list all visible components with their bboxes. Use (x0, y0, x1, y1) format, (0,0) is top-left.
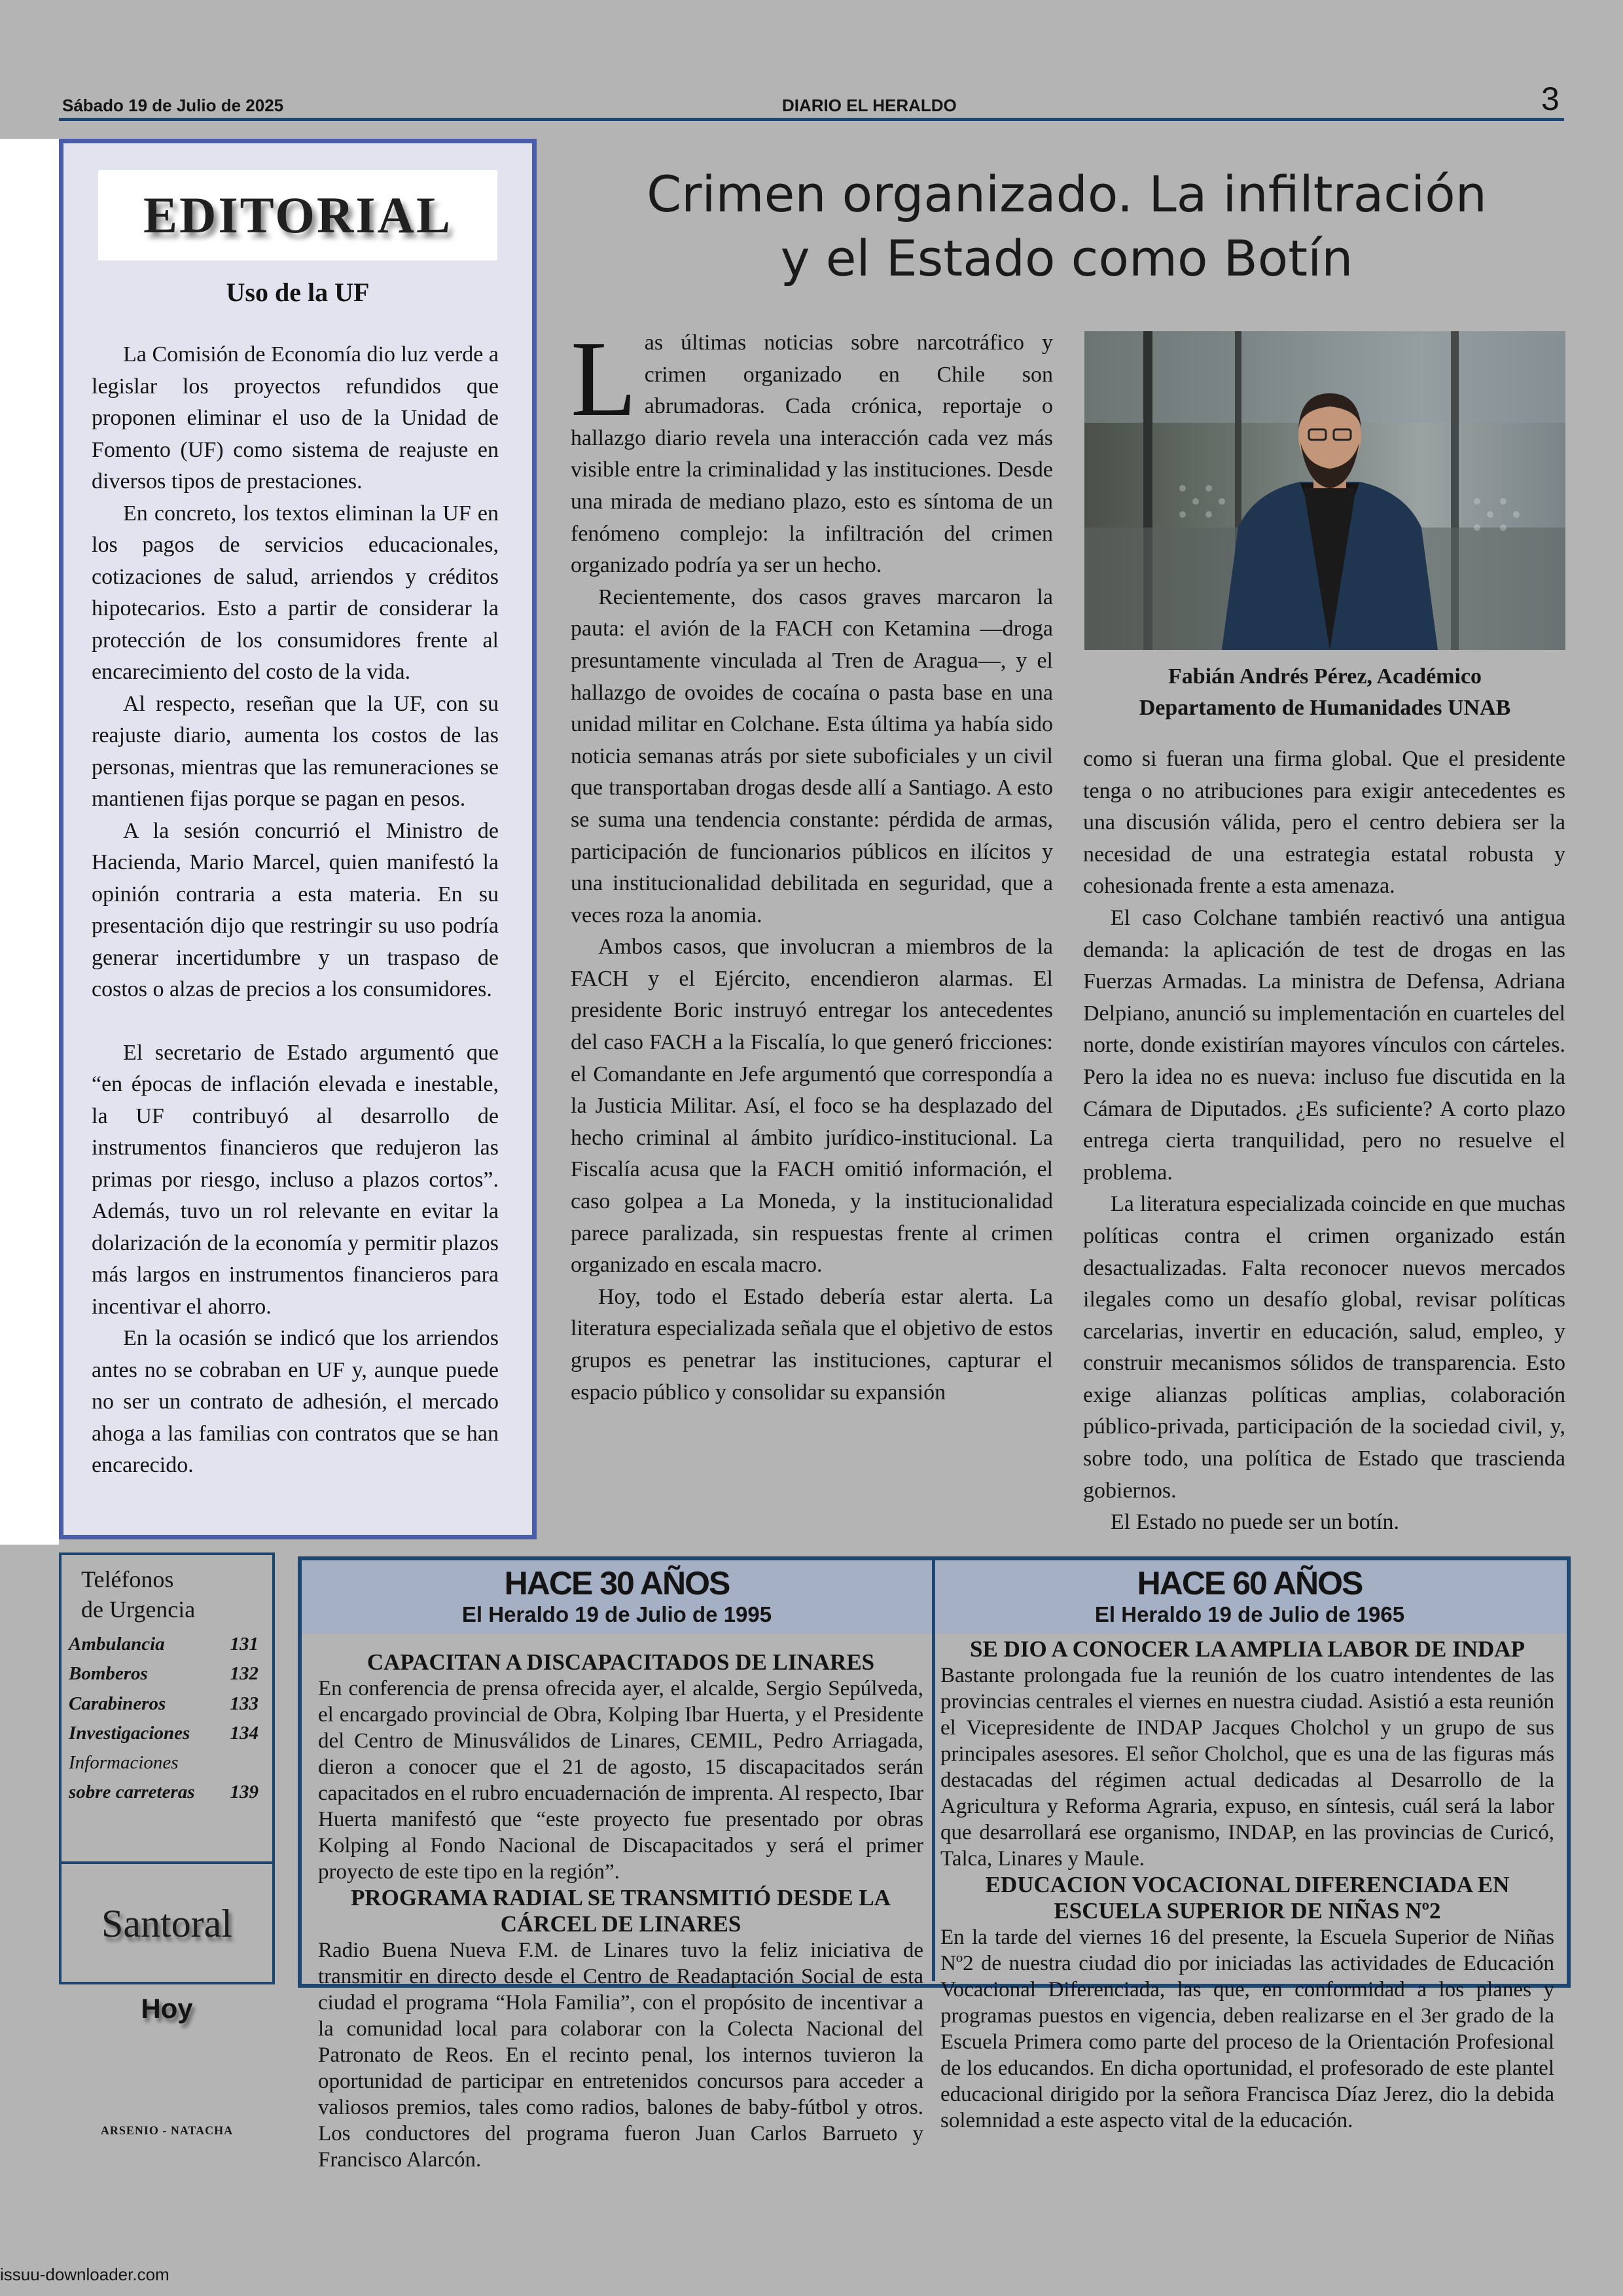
editorial-paragraph: Al respecto, reseñan que la UF, con su reajuste diario, aumenta los costos de las personas, mientras que las remuneraciones se mantienen fijas porque se pagan en pesos. (92, 691, 499, 811)
photo-caption (1084, 661, 1565, 724)
page-number: 3 (1541, 81, 1560, 117)
headline-line-1: Crimen organizado. La infiltración (647, 165, 1487, 223)
headline-line-2: y el Estado como Botín (780, 229, 1353, 287)
editorial-body (92, 339, 499, 1482)
hace60-heading-2: EDUCACION VOCACIONAL DIFERENCIADA EN ESCUELA SUPERIOR DE NIÑAS Nº2 (985, 1872, 1510, 1924)
hace30-heading-1: CAPACITAN A DISCAPACITADOS DE LINARES (366, 1649, 875, 1675)
caption-line-1: Fabián Andrés Pérez, Académico (1168, 664, 1482, 689)
phone-service: sobre carreteras (69, 1782, 195, 1803)
hace30-heading-2: PROGRAMA RADIAL SE TRANSMITIÓ DESDE LA CÁRCEL DE LINARES (351, 1885, 891, 1937)
phone-service: Informaciones (69, 1752, 179, 1774)
caption-line-2: Departamento de Humanidades UNAB (1139, 696, 1511, 720)
drop-cap: L (571, 327, 637, 439)
phone-number: 139 (230, 1782, 259, 1803)
hace60-paragraph-1: Bastante prolongada fue la reunión de los cuatro intendentes de las provincias centrales el viernes en nuestra ciudad. Asistió a esta reunión el Vicepresidente de INDAP Jacques Cholchol y un grupo de sus principales asesores. El señor Cholchol, que es una de las figuras más destacadas del régimen actual dedicadas al Desarrollo de la Agricultura y Reforma Agraria, expuso, en síntesis, cuál será la labor que desarrollará ese organismo, INDAP, en las provincias de Curicó, Talca, Linares y Maule. (940, 1664, 1554, 1871)
hace30-title: HACE 30 AÑOS (504, 1565, 730, 1602)
phone-row (69, 1748, 259, 1778)
newspaper-name: DIARIO EL HERALDO (782, 96, 957, 115)
editorial-paragraph: A la sesión concurrió el Ministro de Hacienda, Mario Marcel, quien manifestó la opinión contraria a esta materia. En su presentación dijo que restringir su uso podría generar incertidumbre y un traspaso de costos o alzas de precios a los consumidores. (92, 818, 499, 1001)
article-paragraph: como si fueran una firma global. Que el presidente tenga o no atribuciones para exigir antecedentes es una discusión válida, pero el centro debiera ser la necesidad de una estrategia estatal robusta y cohesionada frente a esta amenaza. (1083, 747, 1565, 899)
article-paragraph: Hoy, todo el Estado debería estar alerta. La literatura especializada señala que el objetivo de estos grupos es penetrar las instituciones, capturar el espacio público y consolidar su expansión (571, 1284, 1053, 1405)
phones-title-line-2: de Urgencia (81, 1596, 196, 1623)
hace30-body (318, 1649, 923, 2173)
author-photo (1084, 331, 1565, 650)
hace30-paragraph-1: En conferencia de prensa ofrecida ayer, el alcalde, Sergio Sepúlveda, el encargado provincial de Obra, Kolping Ibar Huerta, y el Presidente del Centro de Minusválidos de Linares, CEMIL, Pedro Arriagada, dieron a conocer que el 21 de agosto, 15 discapacitados serán capacitados en el rubro encuadernación de imprenta. Al respecto, Ibar Huerta manifestó que “este proyecto fue presentado por obras Kolping al Fondo Nacional de Discapacitados y será el primer proyecto de este tipo en la región”. (318, 1677, 923, 1884)
santoral-hoy: Hoy (141, 1993, 193, 2024)
hace60-heading-1: SE DIO A CONOCER LA AMPLIA LABOR DE INDAP (970, 1636, 1525, 1662)
phones-title-line-1: Teléfonos (81, 1566, 174, 1592)
phone-number: 133 (230, 1693, 259, 1714)
editorial-paragraph: En la ocasión se indicó que los arriendos antes no se cobraban en UF y, aunque puede no ser un contrato de adhesión, el mercado ahoga a las familias con contratos que se han encarecido. (92, 1326, 499, 1477)
footer-watermark: issuu-downloader.com (0, 2265, 169, 2284)
phone-service: Investigaciones (69, 1722, 190, 1744)
header-date: Sábado 19 de Julio de 2025 (62, 96, 284, 115)
hace30-header (308, 1564, 926, 1627)
article-paragraph: El Estado no puede ser un botín. (1111, 1510, 1399, 1535)
article-paragraph: as últimas noticias sobre narcotráfico y crimen organizado en Chile son abrumadoras. Cada crónica, reportaje o hallazgo diario revela una interacción cada vez más visible entre la criminalidad y las instituciones. Desde una mirada de mediano plazo, esto es síntoma de un fenómeno complejo: la infiltración del crimen organizado podría ya ser un hecho. (571, 331, 1053, 578)
author-portrait-image (1084, 331, 1565, 650)
article-column-1 (571, 327, 1053, 1545)
editorial-paragraph: En concreto, los textos eliminan la UF en los pagos de servicios educacionales, cotizaciones de salud, arriendos y créditos hipotecarios. Esto a partir de considerar la protección de los consumidores frente al encarecimiento del costo de la vida. (92, 501, 499, 684)
phone-number: 131 (230, 1634, 259, 1655)
hace-column-divider (932, 1560, 935, 1981)
editorial-logo: EDITORIAL (98, 170, 497, 260)
editorial-paragraph: El secretario de Estado argumentó que “en épocas de inflación elevada e inestable, la UF contribuyó al desarrollo de instrumentos financieros que redujeron las primas por riesgo, incluso a plazos cortos”. Además, tuvo un rol relevante en evitar la dolarización de la economía y permitir plazos más largos en instrumentos financieros para incentivar el ahorro. (92, 1040, 499, 1319)
phone-row (69, 1659, 259, 1689)
santoral-names: ARSENIO - NATACHA (100, 2124, 234, 2137)
hace30-date: El Heraldo 19 de Julio de 1995 (461, 1602, 772, 1626)
article-headline (556, 162, 1577, 291)
phone-service: Carabineros (69, 1693, 166, 1714)
phones-title (81, 1564, 195, 1624)
left-margin-band (0, 139, 59, 1545)
article-paragraph: El caso Colchane también reactivó una antigua demanda: la aplicación de test de drogas en las Fuerzas Armadas. La ministra de Defensa, Adriana Delpiano, anunció su implementación en cuarteles del norte, donde existirían mayores vínculos con cárteles. Pero la idea no es nueva: incluso fue discutida en la Cámara de Diputados. ¿Es suficiente? A corto plazo entrega cierta tranquilidad, pero no resuelve el problema. (1083, 905, 1565, 1185)
article-paragraph: Ambos casos, que involucran a miembros de la FACH y el Ejército, encendieron alarmas. El presidente Boric instruyó entregar los antecedentes del caso FACH a la Fiscalía, lo que generó fricciones: el Comandante en Jefe argumentó que correspondía a la Justicia Militar. Así, el foco se ha desplazado del hecho criminal al ámbito jurídico-institucional. La Fiscalía acusa que la FACH omitió información, el caso golpea a La Moneda, y la institucionalidad parece paralizada, sin respuestas frente al crimen organizado en escala macro. (571, 935, 1053, 1278)
phone-row (69, 1689, 259, 1719)
article-column-2 (1083, 744, 1565, 1539)
phone-number: 132 (230, 1663, 259, 1685)
phone-row (69, 1719, 259, 1748)
phone-row (69, 1630, 259, 1659)
hace30-paragraph-2: Radio Buena Nueva F.M. de Linares tuvo la feliz iniciativa de transmitir en directo desde el Centro de Readaptación Social de esta ciudad el programa “Hola Familia”, con el propósito de incentivar a la comunidad local para colaborar con la Colecta Nacional del Patronato de Reos. En el recinto penal, los internos tuvieron la oportunidad de participar en entretenidos concursos para acceder a valiosos premios, tales como radios, balones de baby-fútbol y otros. Los conductores del programa fueron Juan Carlos Barrueto y Francisco Alarcón. (318, 1939, 923, 2172)
phone-number: 134 (230, 1722, 259, 1744)
phones-table (69, 1630, 259, 1808)
phone-service: Ambulancia (69, 1634, 165, 1655)
hace60-body (940, 1636, 1554, 2134)
phone-row (69, 1778, 259, 1807)
hace60-title: HACE 60 AÑOS (1137, 1565, 1363, 1602)
editorial-title: Uso de la UF (226, 278, 370, 307)
header-rule (59, 118, 1564, 121)
phones-divider (62, 1861, 272, 1864)
hace60-paragraph-2: En la tarde del viernes 16 del presente, la Escuela Superior de Niñas Nº2 de nuestra ciudad dio por iniciadas las actividades de Educación Vocacional Diferenciada, las que, en conformidad a los planes y programas puestos en vigencia, deben realizarse en el 3er grado de la Escuela Primera como parte del proceso de la Orientación Profesional de los educandos. En dicha oportunidad, el profesorado de este plantel educacional dirigido por la señora Francisca Díaz Jerez, dio la debida solemnidad a este aspecto vital de la educación. (940, 1926, 1554, 2132)
article-paragraph: Recientemente, dos casos graves marcaron la pauta: el avión de la FACH con Ketamina —droga presuntamente vinculada al Tren de Aragua—, y el hallazgo de ovoides de cocaína o pasta base en una unidad militar en Colchane. Esta última ya había sido noticia semanas atrás por siete suboficiales y un civil que transportaban drogas desde allí a Santiago. A esto se suma una tendencia constante: pérdida de armas, participación de funcionarios públicos en ilícitos y una institucionalidad debilitada en seguridad, que a veces roza la anomia. (571, 584, 1053, 927)
hace60-date: El Heraldo 19 de Julio de 1965 (1094, 1602, 1405, 1626)
article-paragraph: La literatura especializada coincide en que muchas políticas contra el crimen organizado están desactualizadas. Falta reconocer nuevos mercados ilegales como un desafío global, revisar políticas carcelarias, invertir en educación, salud, empleo, y construir mecanismos sólidos de transparencia. Esto exige alianzas políticas amplias, colaboración público-privada, participación de la sociedad civil, y, sobre todo, una política de Estado que trascienda gobiernos. (1083, 1192, 1565, 1503)
editorial-paragraph: La Comisión de Economía dio luz verde a legislar los proyectos refundidos que proponen eliminar el uso de la Unidad de Fomento (UF) como sistema de reajuste en diversos tipos de prestaciones. (92, 342, 499, 493)
santoral-title: Santoral (101, 1902, 232, 1945)
hace60-header (940, 1564, 1559, 1627)
phone-service: Bomberos (69, 1663, 148, 1685)
